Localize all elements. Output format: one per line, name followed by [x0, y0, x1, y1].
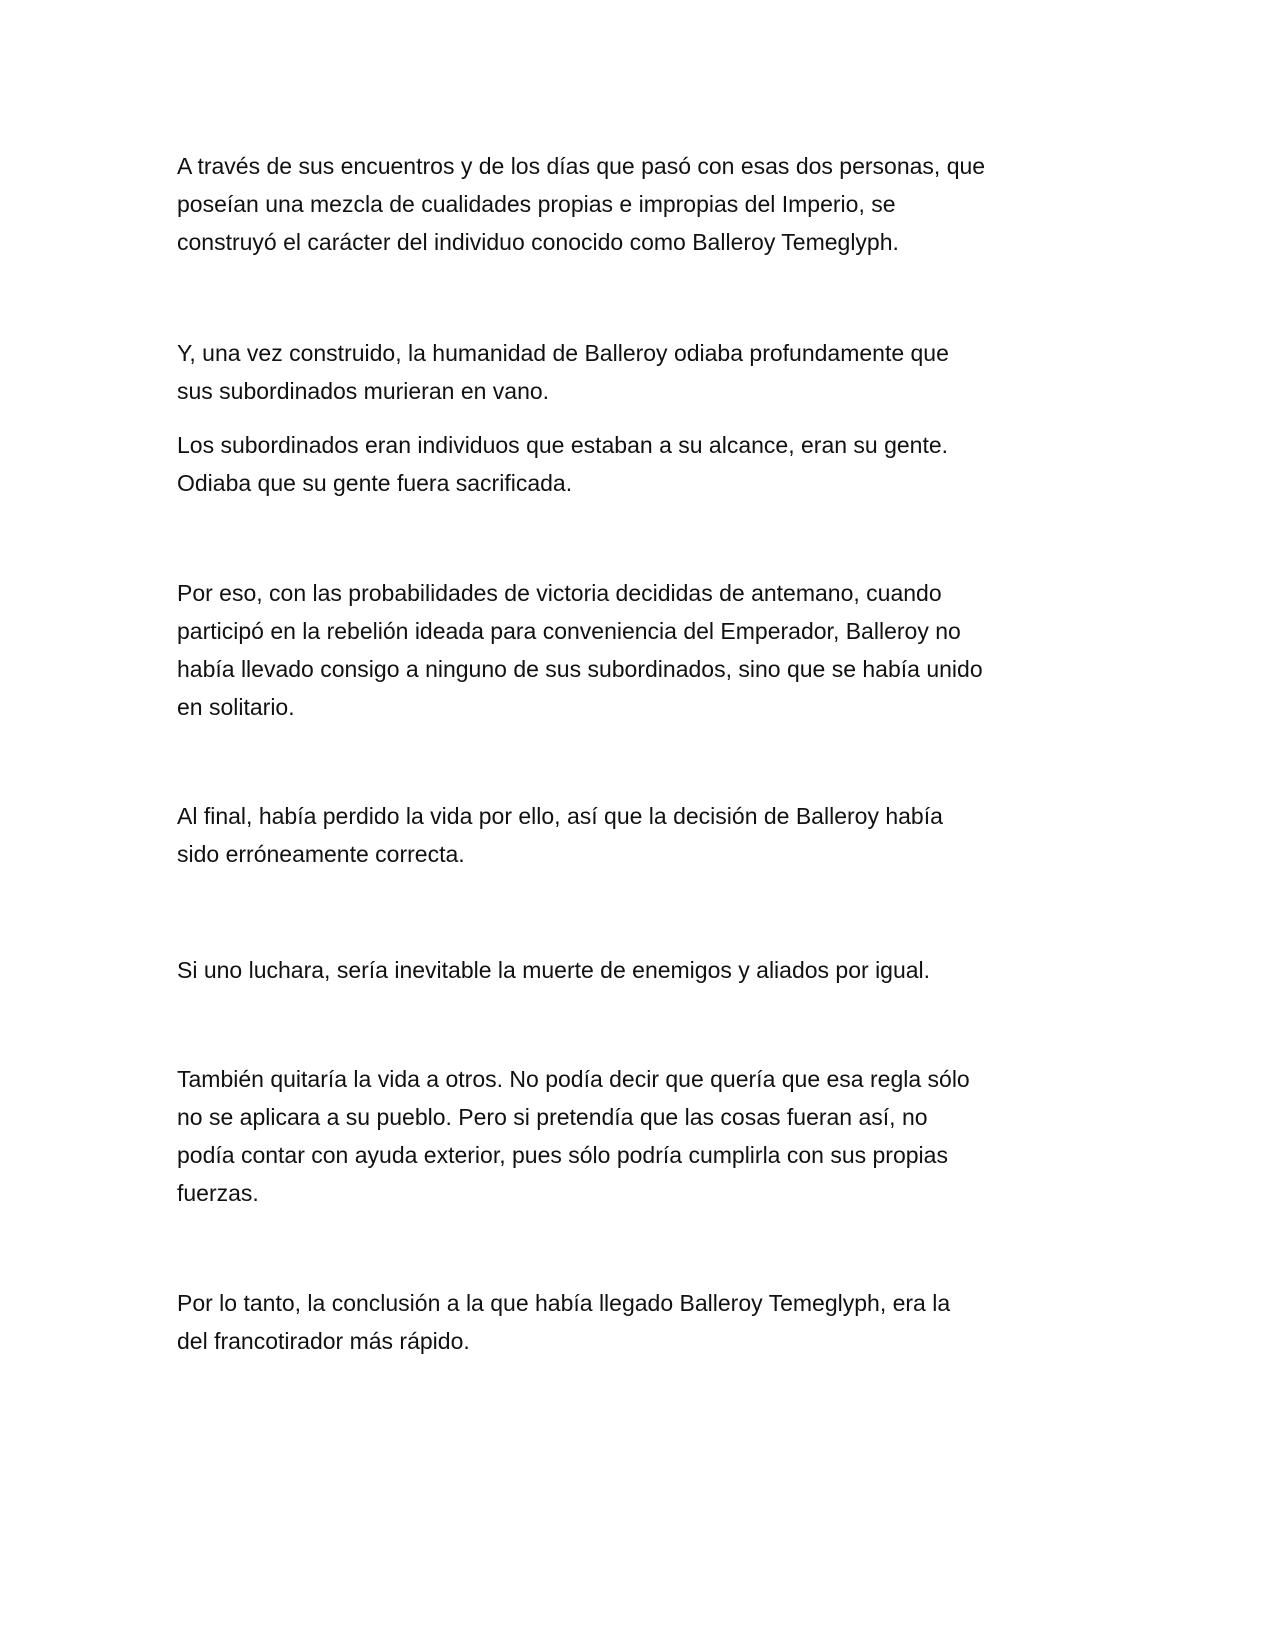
paragraph-6: Si uno luchara, sería inevitable la muerte de enemigos y aliados por igual. [177, 957, 931, 983]
paragraph-3: Los subordinados eran individuos que estaban a su alcance, eran su gente. Odiaba que su gente fuera sacrificada. [177, 432, 949, 496]
paragraph-1: A través de sus encuentros y de los días que pasó con esas dos personas, que poseían una mezcla de cualidades propias e impropias del Imperio, se construyó el carácter del individuo conocido como Balleroy Temeglyph. [177, 153, 986, 255]
paragraph-4: Por eso, con las probabilidades de victoria decididas de antemano, cuando participó en la rebelión ideada para conveniencia del Emperador, Balleroy no había llevado consigo a ninguno de sus subordinados, sino que se había unido en solitario. [177, 580, 983, 720]
paragraph-2: Y, una vez construido, la humanidad de Balleroy odiaba profundamente que sus subordinados murieran en vano. [177, 340, 949, 404]
paragraph-7: También quitaría la vida a otros. No podía decir que quería que esa regla sólo no se aplicara a su pueblo. Pero si pretendía que las cosas fueran así, no podía contar con ayuda exterior, pues sólo podría cumplirla con sus propias fuerzas. [177, 1066, 970, 1206]
paragraph-5: Al final, había perdido la vida por ello, así que la decisión de Balleroy había sido erróneamente correcta. [177, 803, 943, 867]
paragraph-8: Por lo tanto, la conclusión a la que había llegado Balleroy Temeglyph, era la del francotirador más rápido. [177, 1290, 951, 1354]
